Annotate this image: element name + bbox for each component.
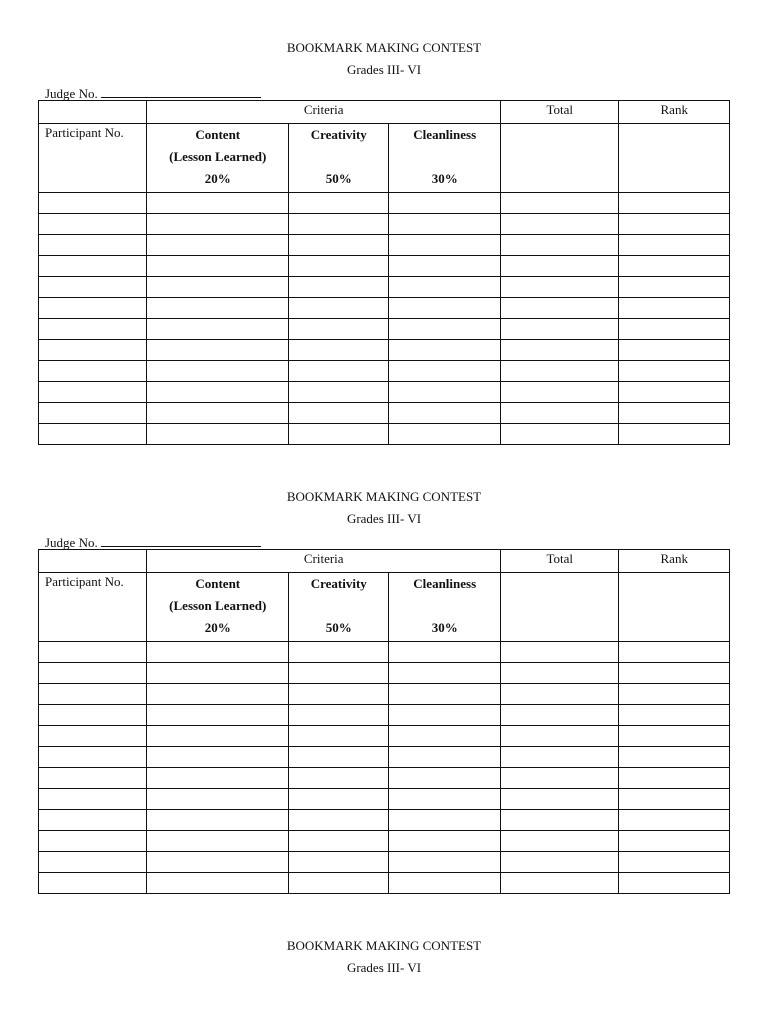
cleanliness-score-cell[interactable] <box>389 705 501 726</box>
participant-no-cell[interactable] <box>39 873 147 894</box>
total-cell[interactable] <box>500 573 619 642</box>
content-score-cell[interactable] <box>147 340 289 361</box>
participant-no-cell[interactable] <box>39 810 147 831</box>
total-score-cell[interactable] <box>500 403 619 424</box>
score-table <box>38 549 730 894</box>
content-score-cell[interactable] <box>147 747 289 768</box>
rank-value-cell[interactable] <box>619 214 730 235</box>
creativity-score-cell[interactable] <box>289 768 389 789</box>
creativity-score-cell[interactable] <box>289 873 389 894</box>
participant-no-cell[interactable] <box>39 747 147 768</box>
table-row <box>39 705 730 726</box>
content-score-cell[interactable] <box>147 810 289 831</box>
total-header: Total <box>500 550 619 573</box>
participant-no-cell[interactable] <box>39 277 147 298</box>
creativity-score-cell[interactable] <box>289 424 389 445</box>
rank-header: Rank <box>619 550 730 573</box>
participant-no-cell[interactable] <box>39 831 147 852</box>
table-row <box>39 340 730 361</box>
total-score-cell[interactable] <box>500 789 619 810</box>
judge-blank-line[interactable] <box>101 85 261 98</box>
participant-no-cell[interactable] <box>39 852 147 873</box>
content-score-cell[interactable] <box>147 768 289 789</box>
criteria-header: Criteria <box>147 550 501 573</box>
table-row <box>39 298 730 319</box>
table-row <box>39 256 730 277</box>
content-criterion <box>147 124 289 193</box>
participant-no-cell[interactable] <box>39 705 147 726</box>
content-sublabel: (Lesson Learned) <box>169 149 267 164</box>
cleanliness-label: Cleanliness <box>413 576 477 591</box>
cleanliness-score-cell[interactable] <box>389 235 501 256</box>
creativity-score-cell[interactable] <box>289 705 389 726</box>
table-row <box>39 684 730 705</box>
cleanliness-score-cell[interactable] <box>389 340 501 361</box>
rank-value-cell[interactable] <box>619 642 730 663</box>
table-row <box>39 789 730 810</box>
cleanliness-score-cell[interactable] <box>389 214 501 235</box>
creativity-criterion <box>289 573 389 642</box>
rank-value-cell[interactable] <box>619 831 730 852</box>
header-row <box>39 550 730 573</box>
total-score-cell[interactable] <box>500 214 619 235</box>
participant-no-cell[interactable] <box>39 361 147 382</box>
content-score-cell[interactable] <box>147 298 289 319</box>
cleanliness-criterion <box>389 573 501 642</box>
table-row <box>39 424 730 445</box>
creativity-score-cell[interactable] <box>289 831 389 852</box>
content-score-cell[interactable] <box>147 684 289 705</box>
participant-no-cell[interactable] <box>39 235 147 256</box>
creativity-score-cell[interactable] <box>289 361 389 382</box>
judge-label: Judge No. <box>45 86 98 101</box>
participant-no-cell[interactable] <box>39 298 147 319</box>
table-row <box>39 810 730 831</box>
participant-no-cell[interactable] <box>39 256 147 277</box>
score-table <box>38 100 730 445</box>
total-score-cell[interactable] <box>500 831 619 852</box>
creativity-score-cell[interactable] <box>289 319 389 340</box>
total-score-cell[interactable] <box>500 361 619 382</box>
rank-header: Rank <box>619 101 730 124</box>
content-score-cell[interactable] <box>147 831 289 852</box>
content-criterion <box>147 573 289 642</box>
total-score-cell[interactable] <box>500 747 619 768</box>
cleanliness-score-cell[interactable] <box>389 382 501 403</box>
cleanliness-score-cell[interactable] <box>389 726 501 747</box>
rank-value-cell[interactable] <box>619 768 730 789</box>
content-score-cell[interactable] <box>147 235 289 256</box>
rank-value-cell[interactable] <box>619 852 730 873</box>
rank-value-cell[interactable] <box>619 747 730 768</box>
table-row <box>39 214 730 235</box>
table-row <box>39 747 730 768</box>
rank-value-cell[interactable] <box>619 424 730 445</box>
participant-no-cell[interactable] <box>39 193 147 214</box>
creativity-score-cell[interactable] <box>289 852 389 873</box>
table-row <box>39 361 730 382</box>
cleanliness-percent: 30% <box>431 620 458 635</box>
cleanliness-score-cell[interactable] <box>389 361 501 382</box>
creativity-score-cell[interactable] <box>289 235 389 256</box>
rank-value-cell[interactable] <box>619 256 730 277</box>
header-row <box>39 101 730 124</box>
total-score-cell[interactable] <box>500 382 619 403</box>
rank-value-cell[interactable] <box>619 382 730 403</box>
rank-value-cell[interactable] <box>619 873 730 894</box>
content-score-cell[interactable] <box>147 705 289 726</box>
table-row <box>39 726 730 747</box>
content-score-cell[interactable] <box>147 726 289 747</box>
participant-no-cell[interactable] <box>39 319 147 340</box>
creativity-score-cell[interactable] <box>289 214 389 235</box>
content-score-cell[interactable] <box>147 873 289 894</box>
content-score-cell[interactable] <box>147 319 289 340</box>
contest-title: BOOKMARK MAKING CONTEST <box>286 938 482 953</box>
creativity-score-cell[interactable] <box>289 810 389 831</box>
participant-no-cell[interactable] <box>39 403 147 424</box>
content-percent: 20% <box>204 171 231 186</box>
total-score-cell[interactable] <box>500 873 619 894</box>
creativity-score-cell[interactable] <box>289 403 389 424</box>
rank-value-cell[interactable] <box>619 235 730 256</box>
table-row <box>39 382 730 403</box>
cleanliness-score-cell[interactable] <box>389 403 501 424</box>
table-row <box>39 831 730 852</box>
rank-value-cell[interactable] <box>619 277 730 298</box>
table-row <box>39 235 730 256</box>
empty-header-cell <box>39 550 147 573</box>
content-score-cell[interactable] <box>147 642 289 663</box>
judge-label: Judge No. <box>45 535 98 550</box>
total-score-cell[interactable] <box>500 852 619 873</box>
participant-header: Participant No. <box>39 573 147 642</box>
participant-no-cell[interactable] <box>39 768 147 789</box>
participant-no-cell[interactable] <box>39 789 147 810</box>
creativity-score-cell[interactable] <box>289 642 389 663</box>
creativity-criterion <box>289 124 389 193</box>
content-score-cell[interactable] <box>147 361 289 382</box>
creativity-score-cell[interactable] <box>289 789 389 810</box>
participant-no-cell[interactable] <box>39 684 147 705</box>
table-row <box>39 193 730 214</box>
content-score-cell[interactable] <box>147 214 289 235</box>
participant-no-cell[interactable] <box>39 214 147 235</box>
content-score-cell[interactable] <box>147 852 289 873</box>
total-header: Total <box>500 101 619 124</box>
empty-header-cell <box>39 101 147 124</box>
table-row <box>39 852 730 873</box>
judge-blank-line[interactable] <box>101 534 261 547</box>
creativity-score-cell[interactable] <box>289 747 389 768</box>
creativity-score-cell[interactable] <box>289 277 389 298</box>
creativity-percent: 50% <box>325 171 352 186</box>
cleanliness-score-cell[interactable] <box>389 810 501 831</box>
rank-cell[interactable] <box>619 124 730 193</box>
cleanliness-score-cell[interactable] <box>389 319 501 340</box>
rank-value-cell[interactable] <box>619 705 730 726</box>
criteria-row <box>39 124 730 193</box>
table-row <box>39 768 730 789</box>
total-score-cell[interactable] <box>500 663 619 684</box>
content-score-cell[interactable] <box>147 403 289 424</box>
participant-no-cell[interactable] <box>39 382 147 403</box>
participant-no-cell[interactable] <box>39 663 147 684</box>
participant-no-cell[interactable] <box>39 726 147 747</box>
cleanliness-percent: 30% <box>431 171 458 186</box>
total-score-cell[interactable] <box>500 298 619 319</box>
content-score-cell[interactable] <box>147 382 289 403</box>
table-row <box>39 663 730 684</box>
cleanliness-score-cell[interactable] <box>389 642 501 663</box>
rank-value-cell[interactable] <box>619 193 730 214</box>
table-row <box>39 642 730 663</box>
content-sublabel: (Lesson Learned) <box>169 598 267 613</box>
content-score-cell[interactable] <box>147 193 289 214</box>
total-score-cell[interactable] <box>500 319 619 340</box>
cleanliness-score-cell[interactable] <box>389 298 501 319</box>
participant-header: Participant No. <box>39 124 147 193</box>
creativity-score-cell[interactable] <box>289 726 389 747</box>
content-score-cell[interactable] <box>147 256 289 277</box>
criteria-header: Criteria <box>147 101 501 124</box>
cleanliness-score-cell[interactable] <box>389 256 501 277</box>
rank-value-cell[interactable] <box>619 726 730 747</box>
content-label: Content <box>195 127 241 142</box>
grades-subtitle: Grades III- VI <box>346 62 422 77</box>
participant-no-cell[interactable] <box>39 642 147 663</box>
total-score-cell[interactable] <box>500 277 619 298</box>
cleanliness-score-cell[interactable] <box>389 663 501 684</box>
grades-subtitle: Grades III- VI <box>346 960 422 975</box>
table-row <box>39 319 730 340</box>
cleanliness-score-cell[interactable] <box>389 277 501 298</box>
cleanliness-score-cell[interactable] <box>389 831 501 852</box>
rank-value-cell[interactable] <box>619 810 730 831</box>
content-score-cell[interactable] <box>147 424 289 445</box>
cleanliness-score-cell[interactable] <box>389 768 501 789</box>
contest-title: BOOKMARK MAKING CONTEST <box>286 489 482 504</box>
cleanliness-score-cell[interactable] <box>389 747 501 768</box>
total-score-cell[interactable] <box>500 340 619 361</box>
creativity-percent: 50% <box>325 620 352 635</box>
total-score-cell[interactable] <box>500 193 619 214</box>
grades-subtitle: Grades III- VI <box>346 511 422 526</box>
cleanliness-score-cell[interactable] <box>389 789 501 810</box>
content-score-cell[interactable] <box>147 277 289 298</box>
contest-title: BOOKMARK MAKING CONTEST <box>286 40 482 55</box>
rank-value-cell[interactable] <box>619 319 730 340</box>
rank-value-cell[interactable] <box>619 298 730 319</box>
creativity-score-cell[interactable] <box>289 298 389 319</box>
cleanliness-score-cell[interactable] <box>389 193 501 214</box>
total-cell[interactable] <box>500 124 619 193</box>
total-score-cell[interactable] <box>500 424 619 445</box>
rank-cell[interactable] <box>619 573 730 642</box>
cleanliness-score-cell[interactable] <box>389 852 501 873</box>
creativity-score-cell[interactable] <box>289 684 389 705</box>
total-score-cell[interactable] <box>500 726 619 747</box>
creativity-label: Creativity <box>310 127 367 142</box>
content-percent: 20% <box>204 620 231 635</box>
creativity-label: Creativity <box>310 576 367 591</box>
creativity-score-cell[interactable] <box>289 663 389 684</box>
creativity-score-cell[interactable] <box>289 382 389 403</box>
table-row <box>39 873 730 894</box>
creativity-score-cell[interactable] <box>289 193 389 214</box>
criteria-row <box>39 573 730 642</box>
content-score-cell[interactable] <box>147 663 289 684</box>
cleanliness-score-cell[interactable] <box>389 684 501 705</box>
rank-value-cell[interactable] <box>619 403 730 424</box>
total-score-cell[interactable] <box>500 642 619 663</box>
participant-no-cell[interactable] <box>39 424 147 445</box>
cleanliness-score-cell[interactable] <box>389 873 501 894</box>
rank-value-cell[interactable] <box>619 340 730 361</box>
cleanliness-criterion <box>389 124 501 193</box>
total-score-cell[interactable] <box>500 256 619 277</box>
participant-no-cell[interactable] <box>39 340 147 361</box>
creativity-score-cell[interactable] <box>289 340 389 361</box>
total-score-cell[interactable] <box>500 235 619 256</box>
creativity-score-cell[interactable] <box>289 256 389 277</box>
rank-value-cell[interactable] <box>619 361 730 382</box>
content-label: Content <box>195 576 241 591</box>
table-row <box>39 403 730 424</box>
total-score-cell[interactable] <box>500 810 619 831</box>
total-score-cell[interactable] <box>500 684 619 705</box>
rank-value-cell[interactable] <box>619 684 730 705</box>
table-row <box>39 277 730 298</box>
total-score-cell[interactable] <box>500 768 619 789</box>
rank-value-cell[interactable] <box>619 663 730 684</box>
cleanliness-score-cell[interactable] <box>389 424 501 445</box>
cleanliness-label: Cleanliness <box>413 127 477 142</box>
rank-value-cell[interactable] <box>619 789 730 810</box>
content-score-cell[interactable] <box>147 789 289 810</box>
total-score-cell[interactable] <box>500 705 619 726</box>
